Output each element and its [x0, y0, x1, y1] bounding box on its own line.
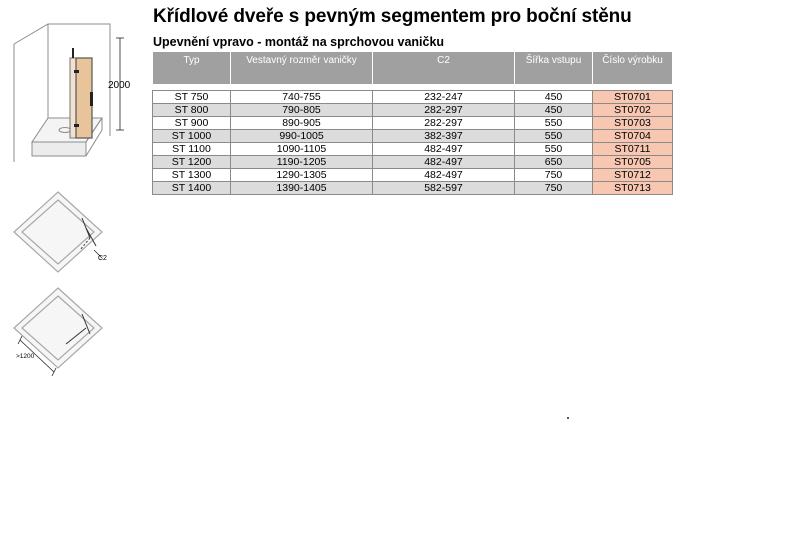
tray-size-cell: 1090-1105 [231, 143, 373, 156]
product-code-cell: ST0713 [593, 182, 673, 195]
entry-width-cell: 650 [515, 156, 593, 169]
table-row [153, 130, 673, 143]
product-code-cell: ST0701 [593, 91, 673, 104]
type-cell: ST 1300 [153, 169, 231, 182]
entry-width-cell: 450 [515, 91, 593, 104]
product-code-cell: ST0705 [593, 156, 673, 169]
c2-cell: 482-497 [373, 143, 515, 156]
tray-size-cell: 1290-1305 [231, 169, 373, 182]
table-row [153, 104, 673, 117]
height-dimension-label: 2000 [108, 80, 131, 91]
page-title: Křídlové dveře s pevným segmentem pro boční stěnu [153, 6, 632, 27]
type-cell: ST 1000 [153, 130, 231, 143]
tray-size-cell: 1190-1205 [231, 156, 373, 169]
type-cell: ST 900 [153, 117, 231, 130]
entry-width-cell: 550 [515, 143, 593, 156]
plan-view-c2-figure [10, 188, 120, 278]
page-subtitle: Upevnění vpravo - montáž na sprchovou vaničku [153, 35, 445, 49]
table-row [153, 169, 673, 182]
column-header: Typ [153, 52, 231, 85]
c2-cell: 282-297 [373, 104, 515, 117]
column-header: C2 [373, 52, 515, 85]
c2-dimension-label: C2 [98, 255, 107, 262]
width-dimension-label: >1200 [16, 353, 35, 360]
tray-size-cell: 990-1005 [231, 130, 373, 143]
type-cell: ST 750 [153, 91, 231, 104]
c2-cell: 582-597 [373, 182, 515, 195]
entry-width-cell: 450 [515, 104, 593, 117]
tray-size-cell: 1390-1405 [231, 182, 373, 195]
type-cell: ST 1100 [153, 143, 231, 156]
table-row [153, 182, 673, 195]
table-row [153, 143, 673, 156]
stray-dot [567, 417, 569, 419]
table-header-row [153, 52, 673, 85]
tray-size-cell: 890-905 [231, 117, 373, 130]
tray-size-cell: 790-805 [231, 104, 373, 117]
entry-width-cell: 750 [515, 169, 593, 182]
column-header: Číslo výrobku [593, 52, 673, 85]
type-cell: ST 1200 [153, 156, 231, 169]
product-code-cell: ST0703 [593, 117, 673, 130]
product-code-cell: ST0704 [593, 130, 673, 143]
c2-cell: 382-397 [373, 130, 515, 143]
product-code-cell: ST0702 [593, 104, 673, 117]
c2-cell: 282-297 [373, 117, 515, 130]
column-header: Šířka vstupu [515, 52, 593, 85]
entry-width-cell: 550 [515, 130, 593, 143]
c2-cell: 232-247 [373, 91, 515, 104]
table-row [153, 117, 673, 130]
table-row [153, 91, 673, 104]
entry-width-cell: 750 [515, 182, 593, 195]
c2-cell: 482-497 [373, 169, 515, 182]
product-code-cell: ST0711 [593, 143, 673, 156]
tray-size-cell: 740-755 [231, 91, 373, 104]
shower-elevation-figure [10, 18, 140, 170]
plan-view-width-figure [10, 284, 120, 380]
type-cell: ST 1400 [153, 182, 231, 195]
table-row [153, 156, 673, 169]
column-header: Vestavný rozměr vaničky [231, 52, 373, 85]
c2-cell: 482-497 [373, 156, 515, 169]
product-table [152, 51, 673, 195]
entry-width-cell: 550 [515, 117, 593, 130]
product-code-cell: ST0712 [593, 169, 673, 182]
type-cell: ST 800 [153, 104, 231, 117]
